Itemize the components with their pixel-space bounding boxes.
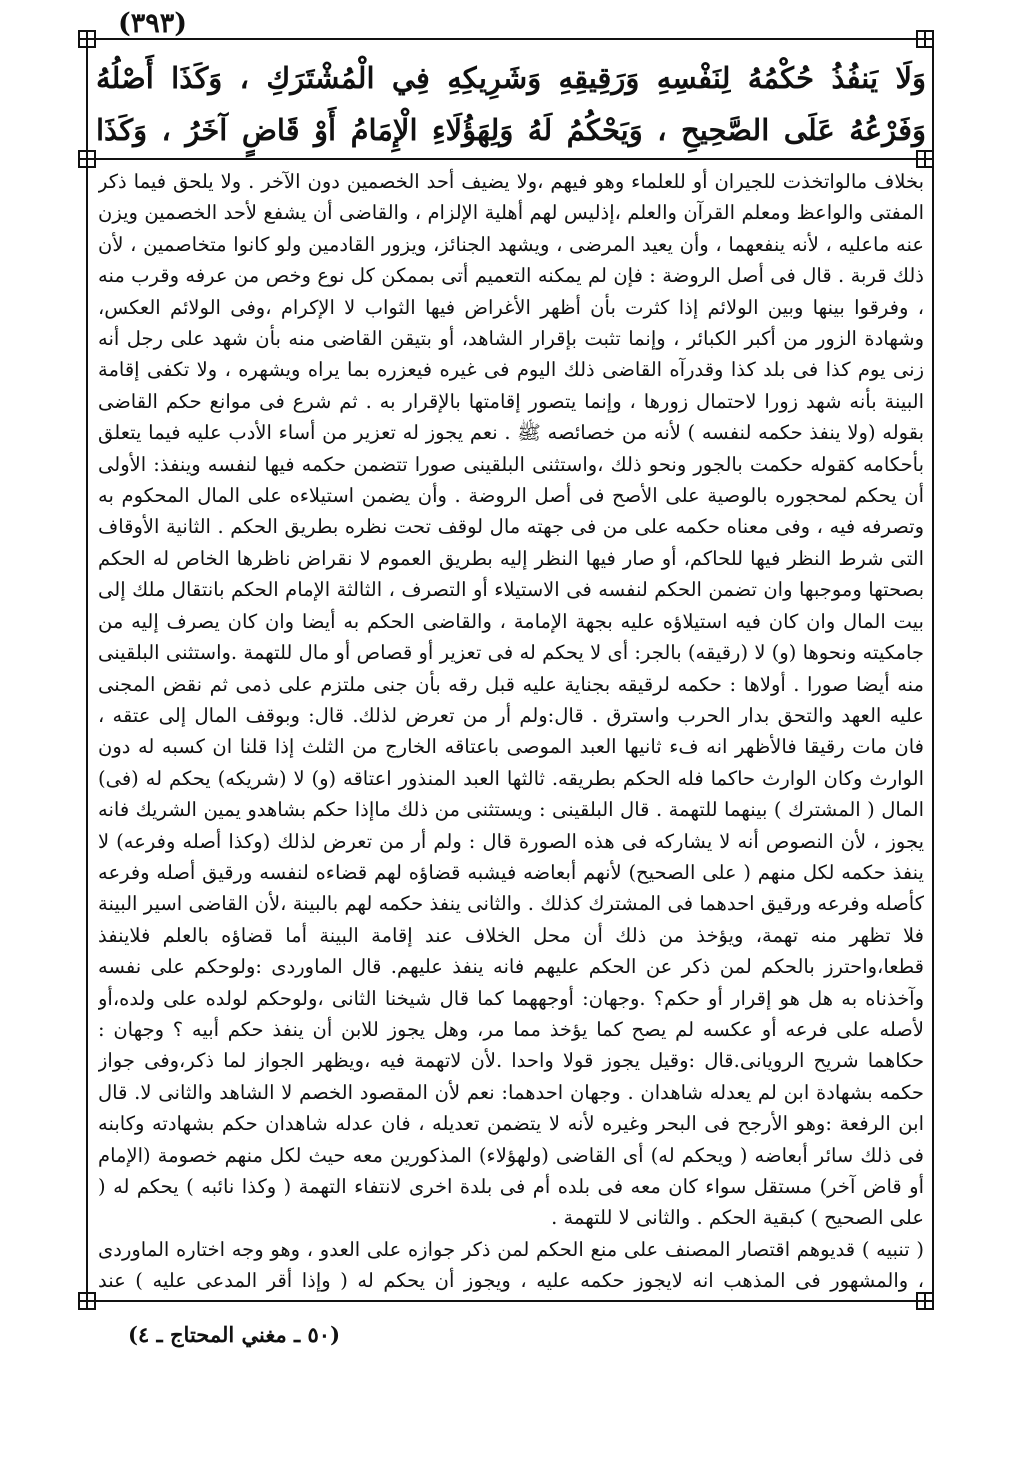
- sharh-paragraph-note: ( تنبيه ) قديوهم اقتصار المصنف على منع الحكم لمن ذكر جوازه على العدو ، وهو وجه اختاره الماوردى ، والمشهور فى المذهب انه لايجوز حكمه عليه ، ويجوز أن يحكم له ( وإذا أقر المدعى عليه ) عند: [98, 1237, 924, 1292]
- corner-ornament-icon: [78, 30, 96, 48]
- footer-signature: (٥٠ ـ مغني المحتاج ـ ٤): [128, 1322, 341, 1347]
- corner-ornament-icon: [916, 30, 934, 48]
- sharh-paragraph: بخلاف مالواتخذت للجيران أو للعلماء وهو فيهم ،ولا يضيف أحد الخصمين دون الآخر . ولا يلحق فيما ذكر المفتى والواعظ ومعلم القرآن والعلم ،إذليس لهم أهلية الإلزام ، والقاضى أن يشفع لأحد الخصمين ويزن عنه ماعليه ، لأنه ينفعهما ، وأن يعيد المرضى ، ويشهد الجنائز، ويزور القادمين ولو كانوا متخاصمين ، لأن ذلك قربة . قال فى أصل الروضة : فإن لم يمكنه التعميم أتى بممكن كل نوع وخص من عرفه وقرب منه ، وفرقوا بينها وبين الولائم إذا كثرت بأن أظهر الأغراض فيها الثواب لا الإكرام ،وفى الولائم العكس، وشهادة الزور من أكبر الكبائر ، وإنما تثبت بإقرار الشاهد، أو بتيقن القاضى منه بأن شهد على رجل أنه زنى يوم كذا فى بلد كذا وقدرآه القاضى ذلك اليوم فى غيره فيعزره بما يراه ويشهره ، ولا تكفى إقامة البينة بأنه شهد زورا لاحتمال زورها ، وإنما يتصور إقامتها بالإقرار به . ثم شرع فى موانع حكم القاضى بقوله (ولا ينفذ حكمه لنفسه ) لأنه من خصائصه ﷺ . نعم يجوز له تعزير من أساء الأدب عليه فيما يتعلق بأحكامه كقوله حكمت بالجور ونحو ذلك ،واستثنى البلقينى صورا تتضمن حكمه فيها لنفسه وينفذ: الأولى أن يحكم لمحجوره بالوصية على الأصح فى أصل الروضة . وأن يضمن استيلاءه على المال المحكوم به وتصرفه فيه ، وفى معناه حكمه على من فى جهته مال لوقف تحت نظره بطريق الحكم . الثانية الأوقاف التى شرط النظر فيها للحاكم، أو صار فيها النظر إليه بطريق العموم لا نقراض ناظرها الخاص له الحكم بصحتها وموجبها وان تضمن الحكم لنفسه فى الاستيلاء أو التصرف ، الثالثة الإمام الحكم بانتقال ملك إلى بيت المال وان كان فيه استيلاؤه عليه بجهة الإمامة ، والقاضى الحكم به أيضا وان كان يصرف إليه من جامكيته ونحوها (و) لا (رقيقه) بالجر: أى لا يحكم له فى تعزير أو قصاص أو مال للتهمة .واستثنى البلقينى منه أيضا صورا . أولاها : حكمه لرقيقه بجناية عليه قبل رقه بأن جنى ملتزم على ذمى ثم نقض المجنى عليه العهد والتحق بدار الحرب واسترق . قال:ولم أر من تعرض لذلك. قال: وبوقف المال إلى عتقه ، فان مات رقيقا فالأظهر انه فء ثانيها العبد الموصى باعتاقه الخارج من الثلث إذا قلنا ان كسبه له دون الوارث وكان الوارث حاكما فله الحكم بطريقه. ثالثها العبد المنذور اعتاقه (و) لا (شريكه) يحكم له (فى) المال ( المشترك ) بينهما للتهمة . قال البلقينى : ويستثنى من ذلك ماإذا حكم بشاهدو يمين الشريك فانه يجوز ، لأن النصوص أنه لا يشاركه فى هذه الصورة قال : ولم أر من تعرض لذلك (وكذا أصله وفرعه) لا ينفذ حكمه لكل منهم ( على الصحيح) لأنهم أبعاضه فيشبه قضاؤه لهم قضاءه لنفسه ورقيق أصله وفرعه كأصله وفرعه ورقيق احدهما فى المشترك كذلك . والثانى ينفذ حكمه لهم بالبينة ،لأن القاضى اسير البينة فلا تظهر منه تهمة، ويؤخذ من ذلك أن محل الخلاف عند إقامة البينة أما قضاؤه بالعلم فلاينفذ قطعا،واحترز بالحكم لمن ذكر عن الحكم عليهم فانه ينفذ عليهم. قال الماوردى :ولوحكم على نفسه وآخذناه به هل هو إقرار أو حكم؟ .وجهان: أوجههما كما قال شيخنا الثانى ،ولوحكم لولده على ولده،أو لأصله على فرعه أو عكسه لم يصح كما يؤخذ مما مر، وهل يجوز للابن أن ينفذ حكم أبيه ؟ وجهان : حكاهما شريح الرويانى.قال :وقيل يجوز قولا واحدا .لأن لاتهمة فيه ،ويظهر الجواز لما ذكر،وفى جواز حكمه بشهادة ابن لم يعدله شاهدان . وجهان احدهما: نعم لأن المقصود الخصم لا الشاهد والثانى لا. قال ابن الرفعة :وهو الأرجح فى البحر وغيره لأنه لا يتضمن تعديله ، فان عدله شاهدان حكم بشهادته وكابنه فى ذلك سائر أبعاضه ( ويحكم له) أى القاضى (ولهؤلاء) المذكورين معه حيث لكل منهم خصومة (الإمام أو قاض آخر) مستقل سواء كان معه فى بلده أم فى بلدة اخرى لانتفاء التهمة ( وكذا نائبه ) يحكم له ( على الصحيح ) كبقية الحكم . والثانى لا للتهمة .: [98, 170, 924, 1230]
- matn-text: وَلَا يَنفُذُ حُكْمُهُ لِنَفْسِهِ وَرَقِيقِهِ وَشَرِيكِهِ فِي الْمُشْتَرَكِ ، وَكَذَا أَصْلُهُ وَفَرْعُهُ عَلَى الصَّحِيحِ ، وَيَحْكُمُ لَهُ وَلِهَؤُلَاءِ الْإِمَامُ أَوْ قَاضٍ آخَرُ ، وَكَذَا: [96, 61, 926, 147]
- sharh-commentary: [98, 166, 924, 1292]
- page-number: (٣٩٣): [118, 8, 188, 39]
- bottom-frame-line: [86, 1300, 934, 1302]
- matn-divider: [86, 158, 934, 160]
